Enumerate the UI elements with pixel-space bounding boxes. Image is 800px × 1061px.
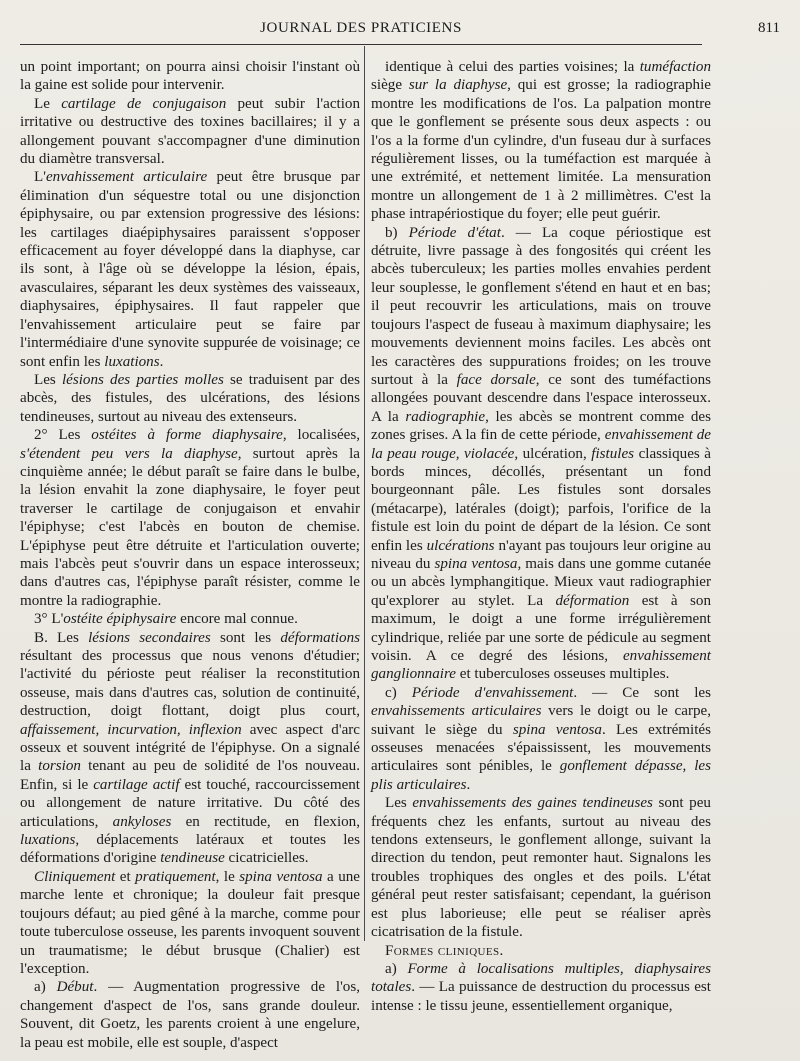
italic-text: affaissement, incurvation, inflexion bbox=[20, 721, 242, 738]
text-run: . — Augmentation progressive de l'os, changement d'aspect de l'os, sans grande douleur. Souvent, dit Goetz, les parents croient à une engelure, la peau est mobile, elle est souple, d'aspect bbox=[20, 979, 360, 1051]
text-run: sont peu fréquents chez les enfants, surtout au niveau des tendons extenseurs, le gonflement allonge, suivant la direction du tendon, peut remonter haut. Signalons les troubles trophiques des ongles et des poils. L'état général peut rester satisfaisant; cependant, la guérison est plus laborieuse; elle peut se réaliser après cicatrisation de la fistule. bbox=[371, 795, 711, 941]
running-header bbox=[20, 14, 780, 45]
italic-text: spina ventosa bbox=[239, 868, 323, 885]
text-run: , localisées, bbox=[282, 427, 360, 444]
italic-text: luxations bbox=[20, 832, 76, 849]
text-run: avec aspect d'arc osseux et souvent intégrité de l'épiphyse. On a signalé la bbox=[20, 721, 360, 775]
text-run: , déplacements latéraux et toutes les déformations d'origine bbox=[20, 832, 360, 867]
text-run: , le bbox=[215, 868, 240, 885]
text-run: , ulcération, bbox=[514, 445, 592, 462]
text-run: vers le doigt ou le carpe, suivant le siège du bbox=[371, 703, 712, 738]
italic-text: spina ventosa bbox=[434, 555, 518, 572]
text-run: se traduisent par des abcès, des fistules, des ulcérations, des lésions tendineuses, surtout au niveau des extenseurs. bbox=[20, 371, 360, 425]
italic-text: déformations bbox=[280, 629, 360, 646]
text-run: sont les bbox=[210, 629, 281, 646]
text-run: est touché, raccourcissement ou allongement de nature irritative. Du côté des articulations, bbox=[20, 776, 361, 830]
paragraph bbox=[20, 868, 360, 978]
text-run: classiques à bords minces, décollés, présentant un fond bourgeonnant pâle. Les fistules sont dorsales (métacarpe), latérales (doigt); parfois, l'orifice de la fistule est loin du point de départ de la lésion. Ce sont enfin les bbox=[371, 445, 711, 554]
text-run: , ce sont des tuméfactions allongées pouvant descendre dans l'espace interosseux. A la bbox=[371, 371, 711, 425]
italic-text: Période d'état bbox=[408, 224, 501, 241]
paragraph bbox=[371, 58, 711, 224]
italic-text: ulcérations bbox=[426, 537, 495, 554]
italic-text: ankyloses bbox=[112, 813, 172, 830]
text-run: est à son maximum, le doigt a une forme irrégulièrement cylindrique, reliée par une sorte de pédicule au segment voisin. A ce degré des lésions, bbox=[371, 592, 711, 664]
text-run: . — Ce sont les bbox=[573, 684, 712, 701]
text-run: L' bbox=[34, 169, 46, 186]
text-run: Les bbox=[385, 795, 413, 812]
italic-text: sur la diaphyse bbox=[408, 77, 508, 94]
italic-text: luxations bbox=[104, 353, 160, 370]
paragraph bbox=[20, 978, 360, 1052]
italic-text: tendineuse bbox=[160, 850, 225, 867]
text-run: et tuberculoses osseuses multiples. bbox=[455, 666, 670, 683]
text-run: siège bbox=[371, 77, 409, 94]
paragraph bbox=[20, 610, 360, 628]
italic-text: Début bbox=[56, 979, 94, 996]
text-run: Le bbox=[34, 95, 62, 112]
paragraph bbox=[20, 168, 360, 370]
text-run: encore mal connue. bbox=[176, 611, 298, 628]
text-run: . bbox=[159, 353, 164, 370]
text-run: peut subir l'action irritative ou destructive des toxines bacillaires; il y a allongement pouvant s'accompagner d'une diminution du diamètre transversal. bbox=[20, 95, 360, 168]
text-run: c) bbox=[385, 684, 412, 701]
text-run: b) bbox=[385, 224, 409, 241]
text-run: Formes cliniques. bbox=[385, 942, 504, 959]
italic-text: cartilage actif bbox=[93, 776, 180, 793]
paragraph bbox=[20, 426, 360, 610]
text-run: B. Les bbox=[34, 629, 89, 646]
text-run: en rectitude, en flexion, bbox=[171, 813, 361, 830]
text-run: , qui est grosse; la radiographie montre les modifications de l'os. La palpation montre que le gonflement se présente sous deux aspects : ou l'os a la forme d'un cylindre, d'un fuseau dur à surfaces régulièrement lisses, ou la tuméfaction est marquée à une extrémité, et nettement limitée. La mensuration montre un allongement de 1 à 2 millimètres. C'est la phase intrapériostique du foyer; elle peut guérir. bbox=[371, 77, 711, 223]
paragraph bbox=[371, 794, 711, 941]
paragraph bbox=[371, 684, 711, 794]
text-run: n'ayant pas toujours leur origine au niveau du bbox=[371, 537, 712, 572]
italic-text: fistules bbox=[591, 445, 635, 462]
italic-text: déformation bbox=[555, 592, 630, 609]
italic-text: s'étendent peu vers la diaphyse bbox=[20, 445, 238, 462]
paragraph bbox=[371, 960, 711, 1015]
italic-text: Période d'envahissement bbox=[411, 684, 574, 701]
text-run: . — La puissance de destruction du processus est intense : le tissu jeune, essentiellement organique, bbox=[371, 979, 711, 1014]
italic-text: spina ventosa bbox=[512, 721, 602, 738]
text-run: . bbox=[466, 776, 471, 793]
italic-text: cartilage de conjugaison bbox=[61, 95, 227, 112]
italic-text: tuméfaction bbox=[639, 59, 711, 75]
paragraph bbox=[371, 224, 711, 684]
italic-text: ostéite épiphysaire bbox=[63, 611, 177, 628]
text-run: a une marche lente et chronique; la douleur fait presque toujours défaut; au pied gêné à la marche, comme pour toute tuberculose osseuse, les parents invoquent souvent un traumatisme; le début brusque (Chalier) est l'exception. bbox=[20, 868, 360, 977]
italic-text: lésions secondaires bbox=[88, 629, 211, 646]
paragraph bbox=[20, 371, 360, 426]
page-number: 811 bbox=[758, 20, 780, 36]
italic-text: torsion bbox=[38, 758, 81, 775]
paragraph bbox=[20, 629, 360, 868]
paragraph bbox=[20, 58, 360, 95]
italic-text: face dorsale bbox=[456, 371, 536, 388]
text-run: Les bbox=[34, 371, 62, 388]
text-run: peut être brusque par élimination d'un séquestre total ou une disjonction épiphysaire, ou par extension progressive des lésions: les cartilages diaépiphysaires paraissent s'opposer efficacement au foyer développé dans la diaphyse, car ils sont, à l'âge où se développe la lésion, épais, avasculaires, séparant les deux systèmes des vaisseaux, diaphysaires, épiphysaires. Il faut rappeler que l'envahissement articulaire peut se faire par l'intermédiaire d'une synovite suppurée de voisinage; ce sont enfin les bbox=[20, 169, 360, 370]
column-divider bbox=[364, 46, 365, 941]
italic-text: envahissement de la peau rouge, violacée bbox=[371, 427, 711, 462]
italic-text: envahissements des gaines tendineuses bbox=[412, 795, 653, 812]
paragraph bbox=[371, 942, 711, 960]
left-column bbox=[20, 58, 360, 1052]
paragraph bbox=[20, 95, 360, 169]
text-run: un point important; on pourra ainsi choisir l'instant où la gaine est solide pour intervenir. bbox=[20, 59, 360, 94]
text-run: et bbox=[115, 868, 136, 885]
text-run: , les abcès se montrent comme des zones grises. A la fin de cette période, bbox=[371, 408, 711, 444]
text-run: . Les extrémités osseuses menacées s'épaississent, les mouvements articulaires sont pénibles, le bbox=[371, 721, 711, 775]
italic-text: envahissement articulaire bbox=[45, 169, 208, 186]
italic-text: radiographie bbox=[405, 408, 486, 425]
journal-title: JOURNAL DES PRATICIENS bbox=[260, 20, 462, 36]
text-run: identique à celui des parties voisines; la bbox=[385, 59, 640, 75]
italic-text: gonflement dépasse, les plis articulaires bbox=[371, 758, 711, 793]
text-run: résultant des processus que nous venons d'étudier; l'activité du périoste peut réaliser la reconstitution osseuse, mais dans d'autres cas, solution de continuité, destruction, doigt flottant, doigt plus court, bbox=[20, 648, 360, 720]
text-run: , mais dans une gomme cutanée ou un abcès lymphangitique. Mieux vaut radiographier qu'explorer au stylet. La bbox=[371, 555, 712, 609]
text-run: a) bbox=[385, 960, 408, 977]
italic-text: lésions des parties molles bbox=[61, 371, 224, 388]
italic-text: pratiquement bbox=[135, 868, 216, 885]
text-run: . — La coque périostique est détruite, livre passage à des fongosités qui créent les abcès tuberculeux; les parties molles envahies perdent leur souplesse, le gonflement s'étend en haut et en bas; il peut recouvrir les articulations, mais on trouve toujours l'aspect de fuseau à maximum diaphysaire; les mouvements deviennent moins faciles. Les abcès ont les caractères des suppurations froides; on les trouve surtout à la bbox=[371, 224, 711, 388]
italic-text: envahissements articulaires bbox=[371, 703, 542, 720]
text-run: cicatricielles. bbox=[224, 850, 309, 867]
text-run: tenant au peu de solidité de l'os nouveau. Enfin, si le bbox=[20, 758, 360, 793]
text-run: 2° Les bbox=[34, 427, 92, 444]
text-run: a) bbox=[34, 979, 57, 996]
italic-text: ostéites à forme diaphysaire bbox=[91, 427, 283, 444]
text-run: , surtout après la cinquième année; le début paraît se faire dans le bulbe, la lésion envahit la zone diaphysaire, le foyer peut traverser le cartilage de conjugaison et envahir l'épiphyse; c'est l'abcès en bouton de chemise. L'épiphyse peut être détruite et l'articulation ouverte; mais l'abcès peut s'ouvrir dans un espace interosseux; dans d'autres cas, l'épiphyse paraît résister, comme le montre la radiographie. bbox=[20, 445, 360, 609]
italic-text: Forme à localisations multiples, diaphysaires totales bbox=[371, 960, 711, 996]
right-column bbox=[371, 58, 711, 1015]
italic-text: Cliniquement bbox=[34, 868, 116, 885]
italic-text: envahissement ganglionnaire bbox=[371, 648, 711, 683]
text-run: 3° L' bbox=[34, 611, 64, 628]
